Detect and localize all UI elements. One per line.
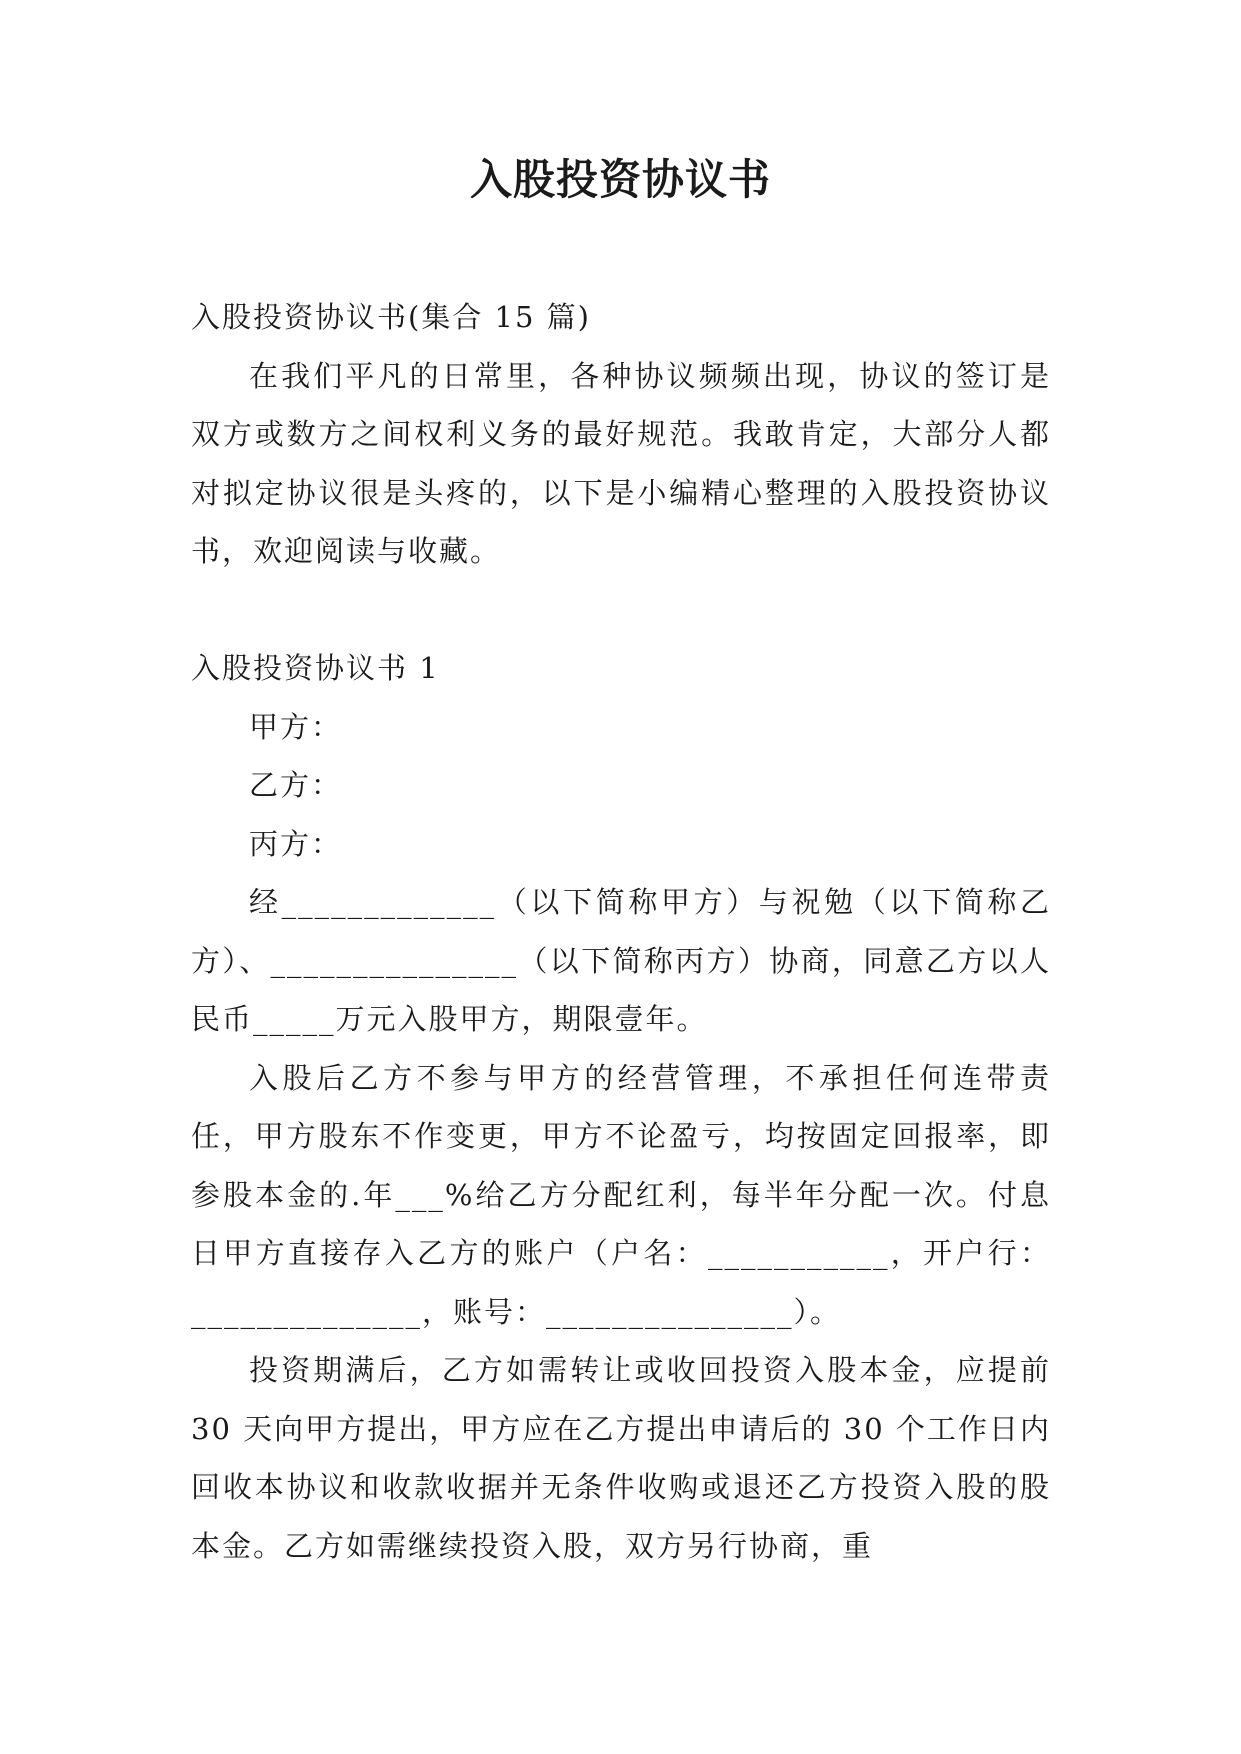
section-heading: 入股投资协议书 1 — [191, 651, 440, 685]
party-c-line: 丙方： — [249, 826, 343, 861]
document-title: 入股投资协议书 — [469, 155, 771, 204]
document-body — [191, 288, 1051, 1575]
agreement-paragraph-3: 投资期满后，乙方如需转让或收回投资入股本金，应提前 30 天向甲方提出，甲方应在乙方提出申请后的 30 个工作日内回收本协议和收款收据并无条件收购或退还乙方投资入股的股本金。乙方如需继续投资入股，双方另行协商，重 — [191, 1353, 1051, 1563]
agreement-paragraph-1: 经_____________（以下简称甲方）与祝勉（以下简称乙方）、_______________（以下简称丙方）协商，同意乙方以人民币_____万元入股甲方，期限壹年。 — [191, 885, 1051, 1036]
party-b-line: 乙方： — [249, 768, 343, 802]
collection-heading: 入股投资协议书(集合 15 篇) — [191, 300, 591, 334]
party-a-line: 甲方： — [249, 709, 343, 744]
intro-paragraph: 在我们平凡的日常里，各种协议频频出现，协议的签订是双方或数方之间权利义务的最好规范。我敢肯定，大部分人都对拟定协议很是头疼的，以下是小编精心整理的入股投资协议书，欢迎阅读与收藏。 — [191, 358, 1051, 568]
agreement-paragraph-2: 入股后乙方不参与甲方的经营管理，不承担任何连带责任，甲方股东不作变更，甲方不论盈亏，均按固定回报率，即参股本金的.年___%给乙方分配红利，每半年分配一次。付息日甲方直接存入乙方的账户（户名：___________，开户行：______________，账号：_______________）。 — [191, 1060, 1051, 1329]
paragraph-spacer — [191, 581, 1051, 640]
